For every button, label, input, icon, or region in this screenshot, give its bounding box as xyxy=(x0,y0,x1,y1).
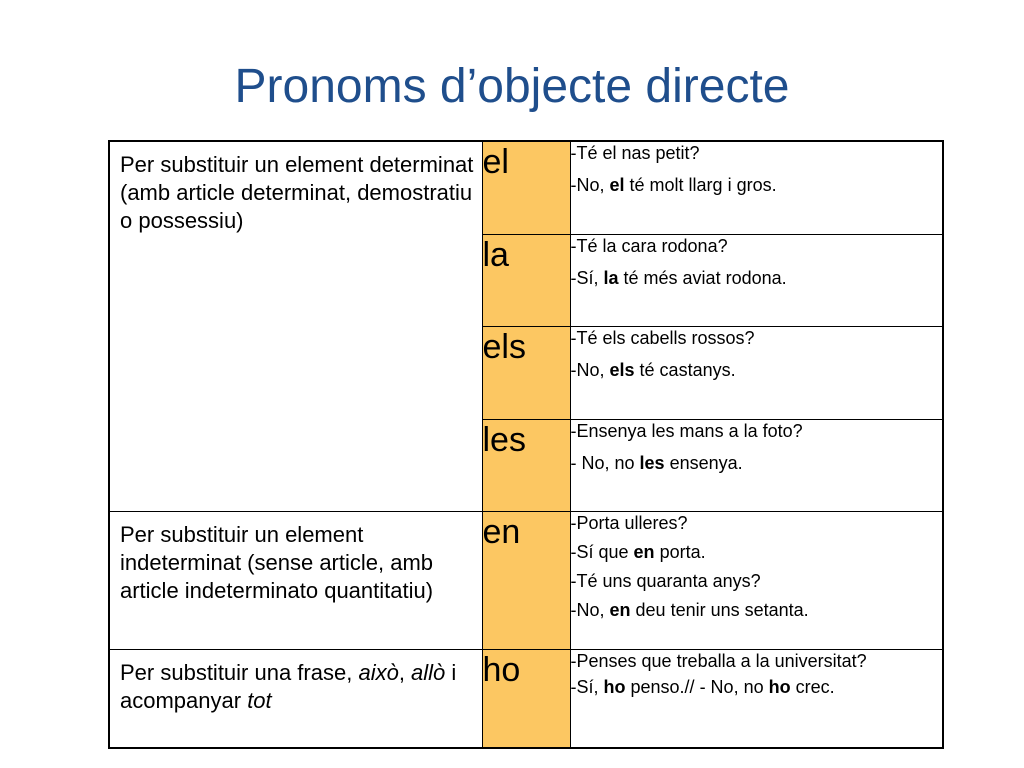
example-cell-la xyxy=(570,235,943,327)
example-cell-ho xyxy=(570,650,943,749)
description-text: Per substituir un element indeterminat (sense article, amb article indeterminato quantitatiu) xyxy=(120,522,434,603)
pronoun-cell-en: en xyxy=(482,512,570,650)
description-text: Per substituir un element determinat (amb article determinat, demostratiu o possessiu) xyxy=(120,152,474,233)
example-line: -Té la cara rodona? xyxy=(570,236,728,256)
pronoun-cell-les: les xyxy=(482,420,570,512)
example-line: -Porta ulleres? xyxy=(570,513,688,533)
example-line: - No, no les ensenya. xyxy=(570,453,743,473)
description-cell-determinat xyxy=(109,141,482,512)
pronoun-cell-ho: ho xyxy=(482,650,570,749)
example-cell-en xyxy=(570,512,943,650)
example-cell-els xyxy=(570,327,943,420)
table-row xyxy=(109,650,943,749)
example-line: -Sí que en porta. xyxy=(570,542,706,562)
pronoun-cell-els: els xyxy=(482,327,570,420)
example-line: -No, el té molt llarg i gros. xyxy=(570,175,777,195)
example-line: -Sí, la té més aviat rodona. xyxy=(570,268,787,288)
example-line: -Ensenya les mans a la foto? xyxy=(570,421,803,441)
example-line: -Té uns quaranta anys? xyxy=(570,571,761,591)
example-cell-les xyxy=(570,420,943,512)
description-cell-frase xyxy=(109,650,482,749)
pronoun-cell-la: la xyxy=(482,235,570,327)
example-line: -Té els cabells rossos? xyxy=(570,328,755,348)
example-cell-el xyxy=(570,141,943,235)
example-line: -Penses que treballa a la universitat? xyxy=(570,651,867,671)
slide-title: Pronoms d’objecte directe xyxy=(234,60,790,113)
example-line: -Té el nas petit? xyxy=(570,143,700,163)
example-line: -Sí, ho penso.// - No, no ho crec. xyxy=(570,677,835,697)
table-row xyxy=(109,141,943,235)
table-row xyxy=(109,512,943,650)
example-line: -No, els té castanys. xyxy=(570,360,736,380)
pronoun-cell-el: el xyxy=(482,141,570,235)
description-text: Per substituir una frase, això, allò i acompanyar tot xyxy=(120,660,457,713)
description-cell-indeterminat xyxy=(109,512,482,650)
example-line: -No, en deu tenir uns setanta. xyxy=(570,600,809,620)
pronoun-table xyxy=(108,140,944,749)
